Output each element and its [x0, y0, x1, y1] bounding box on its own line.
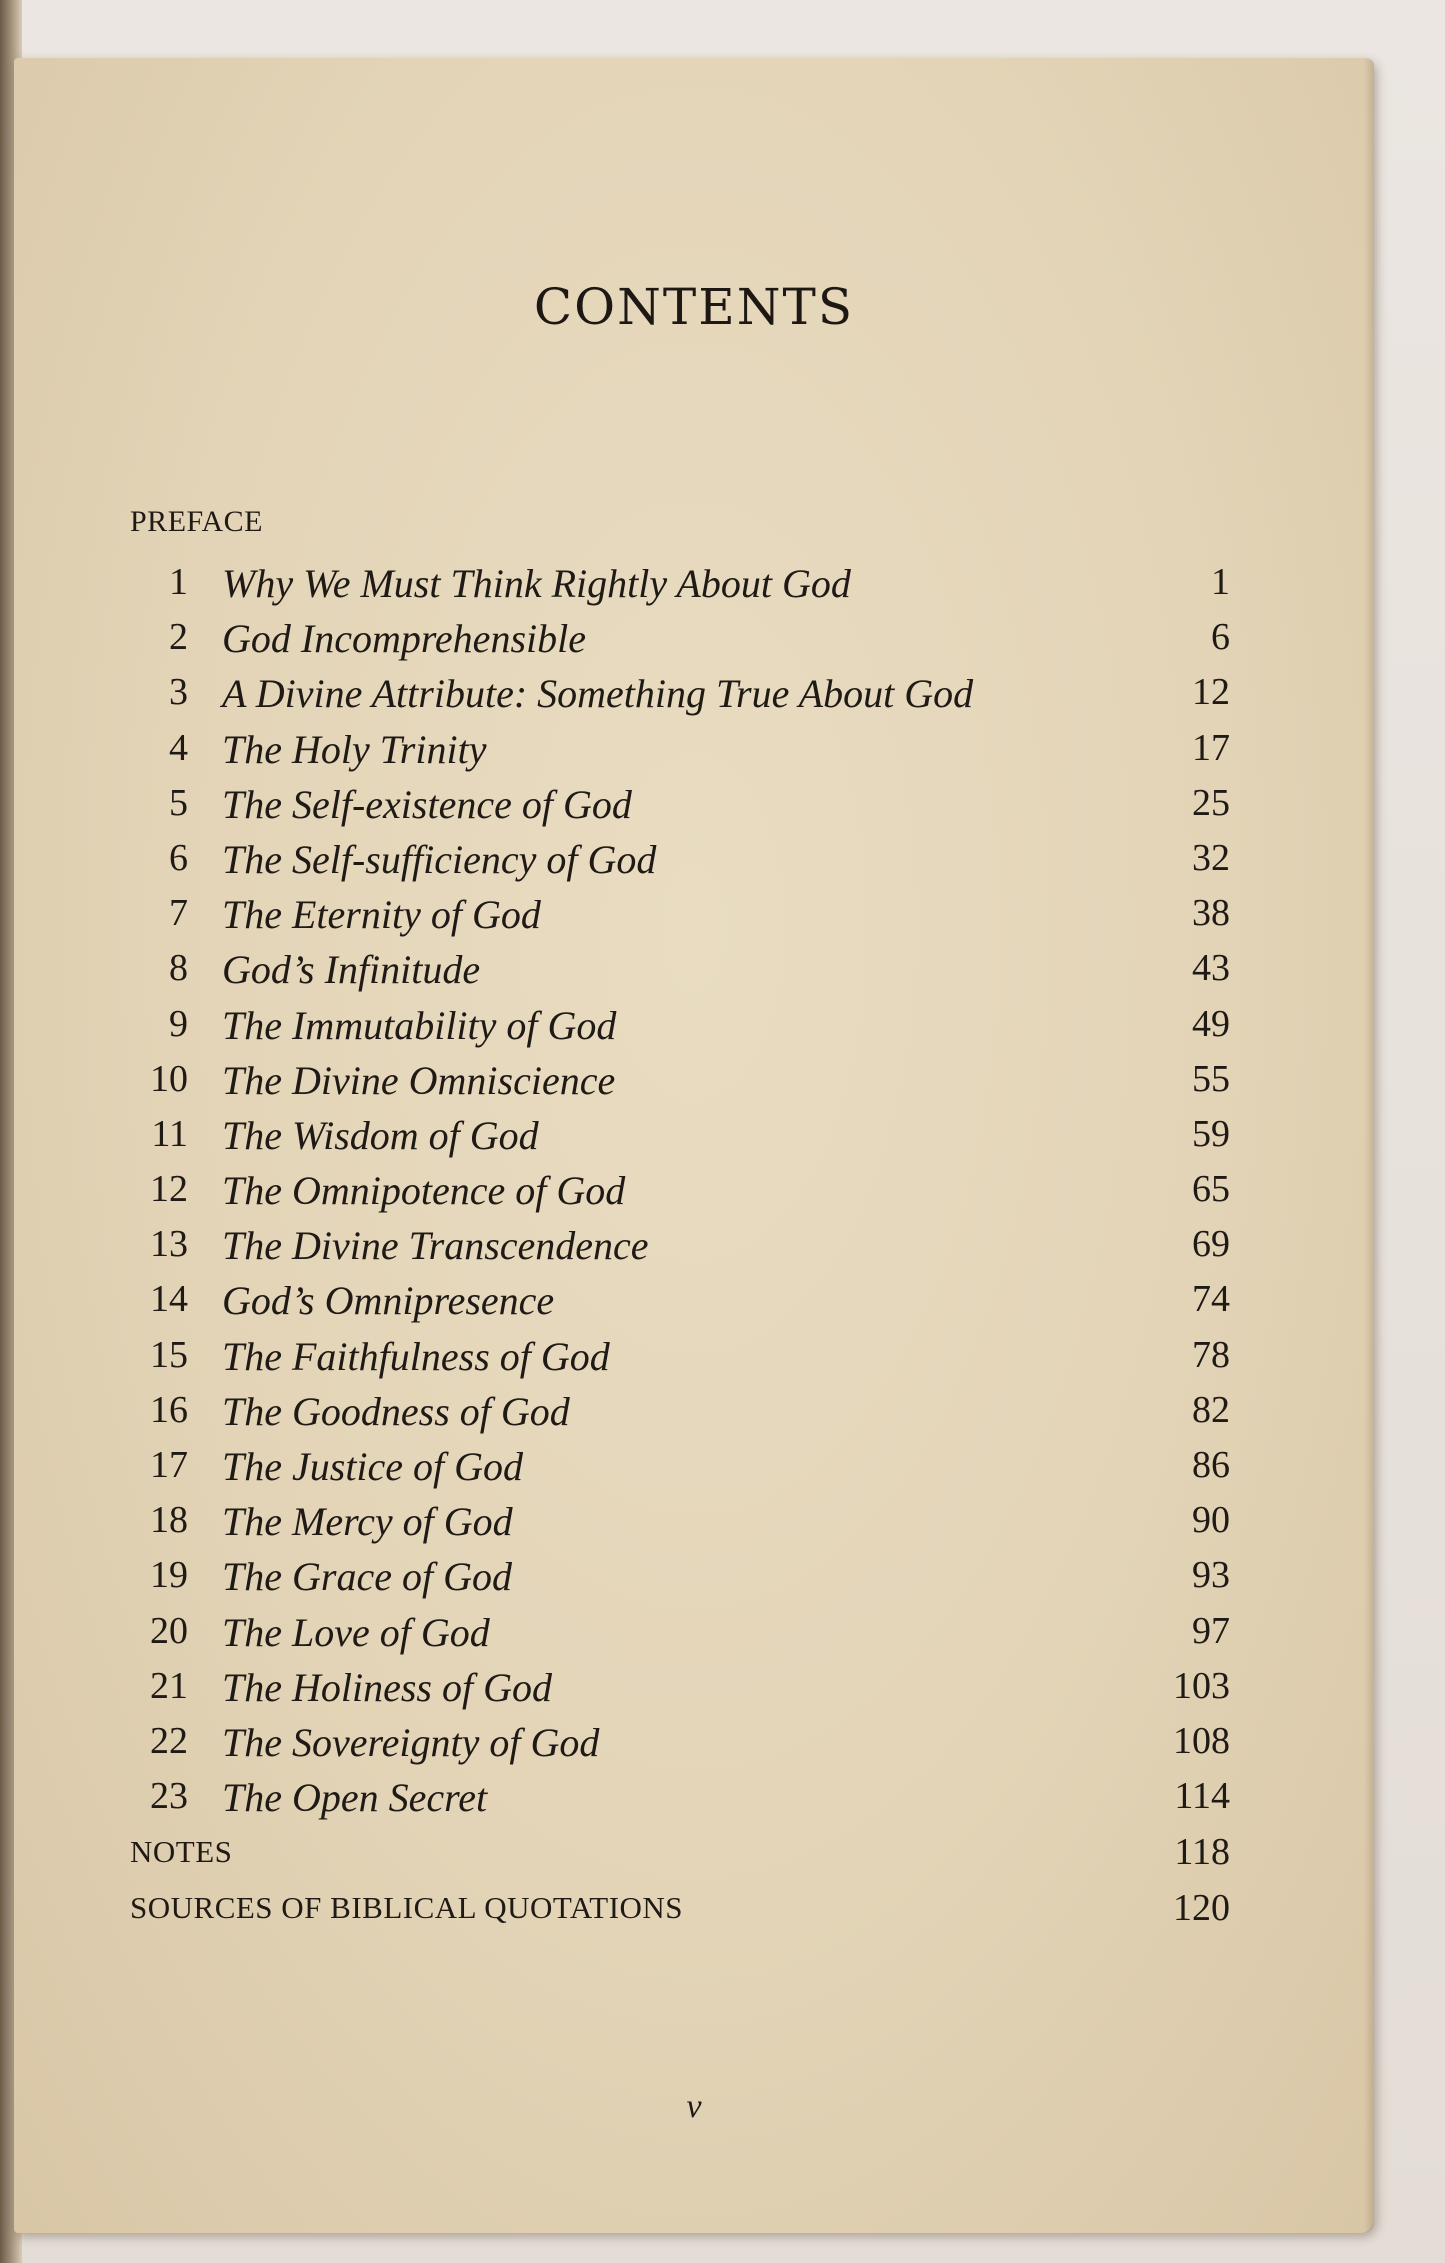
chapter-number: 12 [150, 1168, 188, 1211]
chapter-page-number: 38 [1192, 892, 1230, 935]
chapter-page-number: 97 [1192, 1609, 1230, 1652]
toc-row [130, 1443, 1230, 1498]
chapter-number: 8 [169, 947, 188, 990]
toc-row [130, 1057, 1230, 1112]
chapter-number: 15 [150, 1333, 188, 1376]
toc-row [130, 1774, 1230, 1829]
chapter-number: 22 [150, 1719, 188, 1762]
chapter-title: The Sovereignty of God [222, 1719, 600, 1765]
chapter-title: The Self-existence of God [222, 781, 632, 827]
chapter-title: The Holy Trinity [222, 726, 487, 772]
toc-row [130, 1609, 1230, 1664]
toc-row [130, 946, 1230, 1001]
chapter-page-number: 86 [1192, 1444, 1230, 1486]
chapter-title: The Goodness of God [222, 1388, 570, 1434]
chapter-page-number: 78 [1192, 1333, 1230, 1376]
chapter-title: The Grace of God [222, 1554, 512, 1600]
chapter-title: The Self-sufficiency of God [222, 836, 657, 882]
chapter-title: The Faithfulness of God [222, 1333, 610, 1379]
toc-row [130, 891, 1230, 946]
toc-row [130, 560, 1230, 615]
sources-page-number: 120 [1173, 1887, 1230, 1929]
chapter-page-number: 49 [1192, 1002, 1230, 1045]
toc-row [130, 670, 1230, 725]
toc-row [130, 1002, 1230, 1057]
book-page [14, 58, 1374, 2233]
toc-row [130, 1553, 1230, 1608]
chapter-title: The Open Secret [222, 1775, 488, 1821]
notes-page-number: 118 [1174, 1831, 1230, 1873]
chapter-page-number: 103 [1173, 1664, 1230, 1707]
chapter-number: 23 [150, 1775, 188, 1818]
chapter-title: The Divine Transcendence [222, 1223, 649, 1269]
chapter-page-number: 82 [1192, 1388, 1230, 1431]
chapter-number: 2 [169, 616, 188, 659]
chapter-number: 13 [150, 1223, 188, 1266]
chapter-number: 16 [150, 1388, 188, 1431]
chapter-number: 1 [169, 561, 188, 603]
chapter-page-number: 114 [1174, 1775, 1230, 1818]
chapter-number: 7 [169, 892, 188, 935]
chapter-page-number: 69 [1192, 1223, 1230, 1266]
chapter-page-number: 32 [1192, 836, 1230, 879]
chapter-title: A Divine Attribute: Something True About God [222, 671, 974, 717]
toc-row [130, 836, 1230, 891]
chapter-page-number: 17 [1192, 726, 1230, 769]
chapter-title: The Divine Omniscience [222, 1057, 616, 1103]
chapter-page-number: 6 [1211, 616, 1230, 659]
chapter-page-number: 90 [1192, 1499, 1230, 1542]
chapter-number: 21 [150, 1664, 188, 1707]
chapter-page-number: 74 [1192, 1278, 1230, 1321]
sources-label: SOURCES OF BIBLICAL QUOTATIONS [130, 1890, 684, 1925]
chapter-page-number: 1 [1211, 561, 1230, 603]
chapter-page-number: 55 [1192, 1057, 1230, 1100]
chapter-number: 18 [150, 1499, 188, 1542]
chapter-number: 19 [150, 1554, 188, 1597]
chapter-number: 11 [151, 1112, 188, 1155]
toc-row [130, 1388, 1230, 1443]
chapter-title: The Love of God [222, 1609, 490, 1655]
chapter-title: God Incomprehensible [222, 616, 586, 662]
chapter-title: The Immutability of God [222, 1002, 617, 1048]
toc-row [130, 1719, 1230, 1774]
toc-row [130, 1112, 1230, 1167]
chapter-page-number: 59 [1192, 1112, 1230, 1155]
chapter-page-number: 25 [1192, 781, 1230, 824]
chapter-page-number: 12 [1192, 671, 1230, 714]
chapter-page-number: 65 [1192, 1168, 1230, 1211]
toc-row [130, 726, 1230, 781]
chapter-number: 6 [169, 836, 188, 879]
table-of-contents [130, 560, 1230, 1829]
chapter-title: The Justice of God [222, 1444, 524, 1489]
page-title: CONTENTS [533, 278, 855, 336]
chapter-page-number: 43 [1192, 947, 1230, 990]
toc-row [130, 1664, 1230, 1719]
chapter-number: 4 [169, 726, 188, 769]
notes-row [130, 1831, 1230, 1884]
chapter-number: 17 [150, 1444, 188, 1486]
chapter-title: The Omnipotence of God [222, 1168, 626, 1214]
toc-row [130, 1498, 1230, 1553]
folio-page-number: v [686, 2088, 702, 2125]
preface-label: PREFACE [130, 505, 263, 538]
toc-row [130, 781, 1230, 836]
toc-row [130, 1167, 1230, 1222]
chapter-number: 9 [169, 1002, 188, 1045]
sources-row [130, 1887, 1230, 1940]
chapter-page-number: 108 [1173, 1719, 1230, 1762]
chapter-number: 14 [150, 1278, 188, 1321]
chapter-number: 20 [150, 1609, 188, 1652]
chapter-title: The Holiness of God [222, 1664, 552, 1710]
chapter-number: 3 [169, 671, 188, 714]
chapter-title: Why We Must Think Rightly About God [222, 561, 851, 606]
toc-row [130, 615, 1230, 670]
notes-label: NOTES [130, 1834, 233, 1869]
toc-row [130, 1333, 1230, 1388]
toc-row [130, 1222, 1230, 1277]
chapter-number: 10 [150, 1057, 188, 1100]
toc-row [130, 1277, 1230, 1332]
chapter-number: 5 [169, 781, 188, 824]
page-edge [1364, 58, 1374, 2233]
chapter-title: The Eternity of God [222, 892, 541, 938]
chapter-title: God’s Omnipresence [222, 1278, 555, 1324]
chapter-title: The Wisdom of God [222, 1112, 539, 1158]
chapter-page-number: 93 [1192, 1554, 1230, 1597]
chapter-title: God’s Infinitude [222, 947, 481, 993]
chapter-title: The Mercy of God [222, 1499, 513, 1545]
